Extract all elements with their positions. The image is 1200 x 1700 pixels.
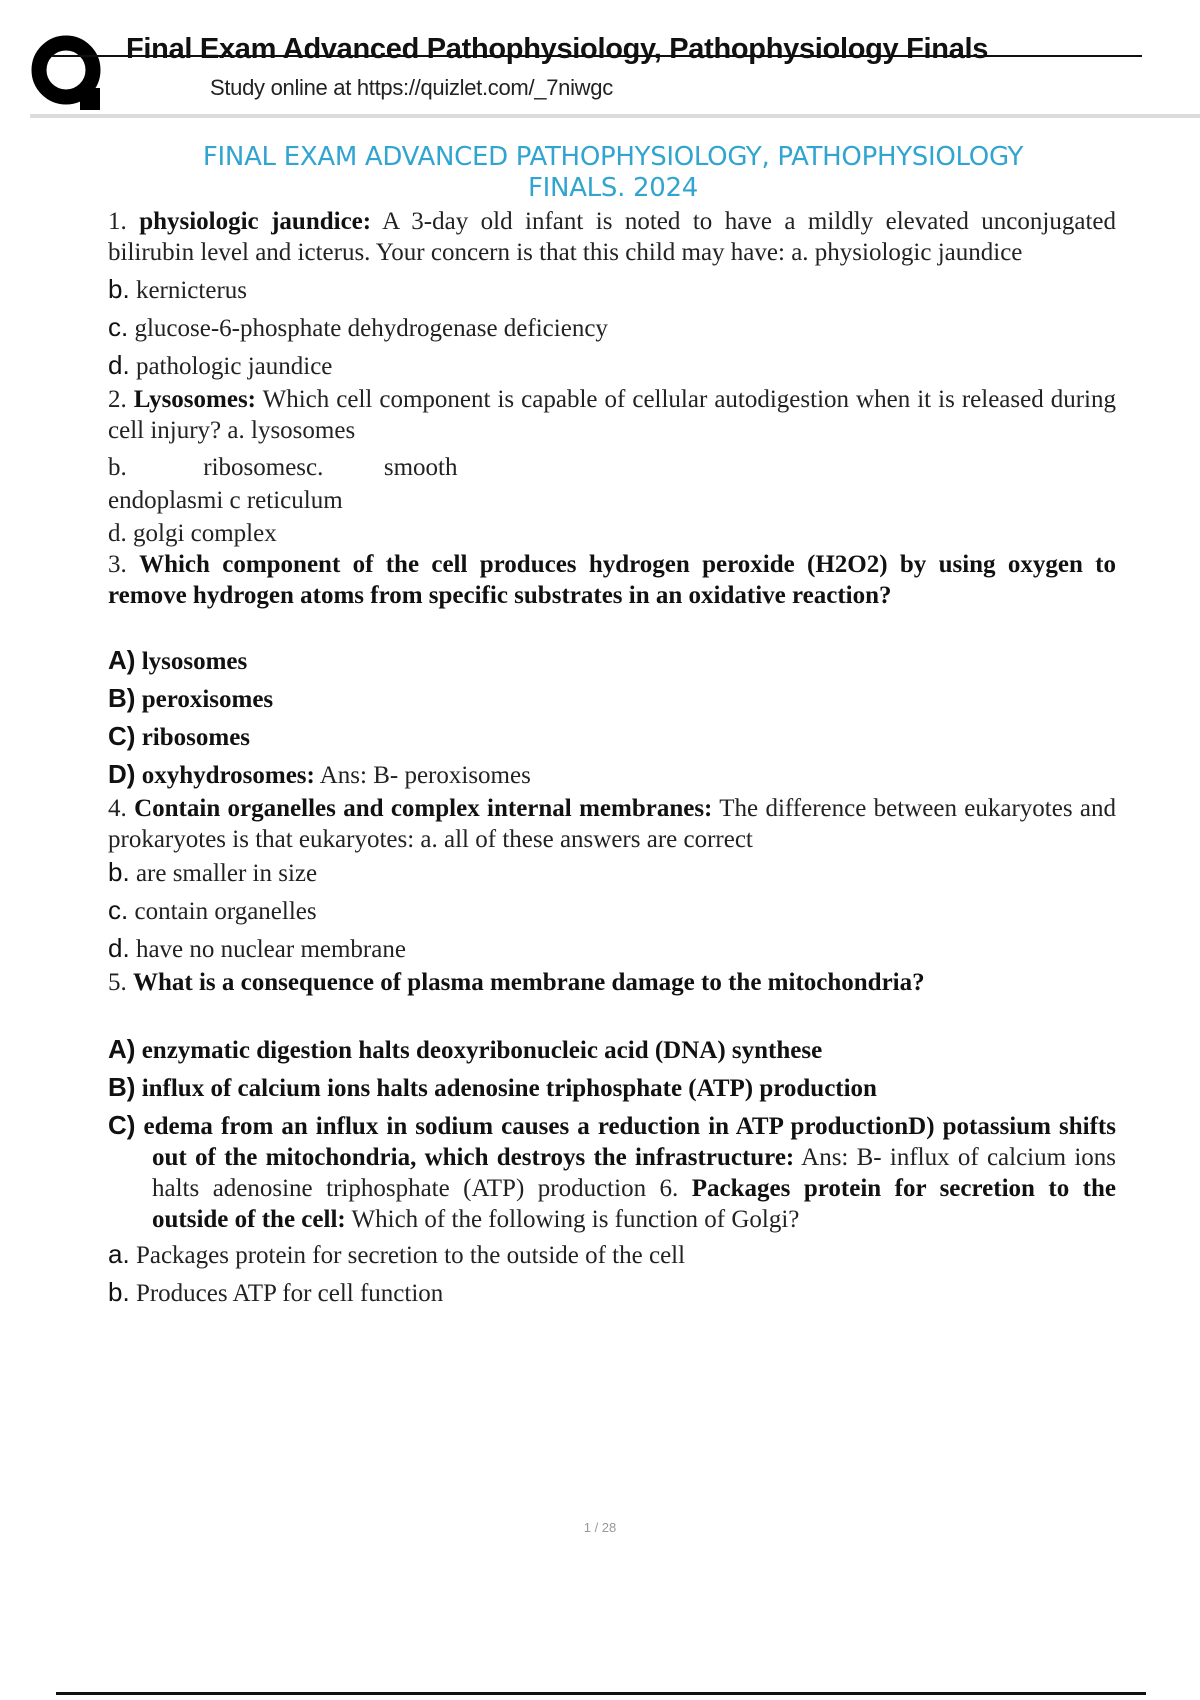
option-letter: c. [108, 312, 129, 342]
answer-text: Ans: B- peroxisomes [319, 762, 531, 789]
option-4d [108, 927, 1116, 965]
question-term: Lysosomes: [133, 386, 257, 413]
document-title [108, 142, 1118, 204]
question-term: physiologic jaundice: [139, 208, 372, 235]
option-text: have no nuclear membrane [135, 936, 406, 963]
question-number: 3. [108, 551, 127, 578]
question-2 [108, 382, 1116, 446]
option-3a [108, 639, 1116, 677]
question-text: Which cell component is capable of cellular autodigestion when it is released during cell injury? a. lysosomes [108, 386, 1116, 444]
option-6b [108, 1271, 1116, 1309]
option-letter: A) [108, 1034, 136, 1064]
option-4b [108, 855, 1116, 889]
option-letter: C) [108, 1110, 136, 1140]
option-text: Produces ATP for cell function [135, 1280, 444, 1307]
question-1 [108, 206, 1116, 268]
question-3 [108, 549, 1116, 611]
option-text: peroxisomes [141, 686, 274, 713]
option-letter: b. [108, 274, 130, 304]
option-letter: b. [108, 1277, 130, 1307]
option-text: Packages protein for secretion to the outside of the cell [135, 1242, 686, 1269]
quizlet-q-logo-icon [28, 32, 108, 112]
question-term: Contain organelles and complex internal membranes: [134, 795, 713, 822]
page-bottom-divider [56, 1692, 1146, 1695]
option-text: kernicterus [135, 277, 247, 304]
option-letter: a. [108, 1239, 130, 1269]
question-5 [108, 965, 1116, 998]
option-6a [108, 1235, 1116, 1271]
question-number: 1. [108, 208, 127, 235]
option-letter: b. [108, 454, 127, 481]
option-text: ribosomes [141, 724, 251, 751]
option-text: are smaller in size [135, 860, 318, 887]
header-study-link[interactable]: Study online at https://quizlet.com/_7niwgc [210, 75, 613, 100]
option-1b [108, 268, 1116, 306]
header-title: Final Exam Advanced Pathophysiology, Pathophysiology Finals [126, 33, 989, 65]
spacer [108, 611, 1116, 639]
option-letter: D) [108, 759, 136, 789]
option-letter: C) [108, 721, 136, 751]
option-5a [108, 1026, 1116, 1066]
header-divider [30, 114, 1200, 118]
option-5b [108, 1066, 1116, 1104]
option-letter: c. [108, 895, 129, 925]
option-2d: d. golgi complex [108, 520, 277, 547]
option-text: glucose-6-phosphate dehydrogenase deficiency [134, 315, 608, 342]
question-number: 2. [108, 386, 127, 413]
document-title-line2: FINALS. 2024 [528, 173, 698, 203]
document-title-line1: FINAL EXAM ADVANCED PATHOPHYSIOLOGY, PATHOPHYSIOLOGY [202, 142, 1024, 172]
option-3c [108, 715, 1116, 753]
option-letter: B) [108, 683, 136, 713]
page-indicator: 1 / 28 [583, 1520, 617, 1535]
option-text: enzymatic digestion halts deoxyribonucleic acid (DNA) synthese [141, 1037, 823, 1064]
option-text: ribosomesc. [203, 454, 324, 481]
option-letter: A) [108, 645, 136, 675]
option-2c-cont: endoplasmi c reticulum [108, 487, 343, 514]
option-3d [108, 753, 1116, 791]
page-header [0, 0, 1200, 120]
option-letter: d. [108, 350, 130, 380]
question-4 [108, 791, 1116, 855]
option-text: oxyhydrosomes: [141, 762, 315, 789]
option-3b [108, 677, 1116, 715]
question-6-text: Which of the following is function of Golgi? [351, 1206, 800, 1233]
option-1c [108, 306, 1116, 344]
option-text: edema from an influx in sodium causes a reduction in ATP productionD) potassium shifts out of the mitochondria, which destroys the infrastructure: [143, 1113, 1116, 1171]
question-text: The difference between eukaryotes and prokaryotes is that eukaryotes: a. all of these answers are correct [108, 795, 1117, 853]
answer-text: Ans: B- influx of calcium ions halts adenosine triphosphate (ATP) production 6. [152, 1144, 1116, 1202]
option-text: contain organelles [134, 898, 317, 925]
document-content [108, 206, 1116, 1309]
question-number: 4. [108, 795, 127, 822]
option-text: smooth [383, 454, 458, 481]
option-4c [108, 889, 1116, 927]
option-5c [108, 1104, 1116, 1235]
question-text: Which component of the cell produces hydrogen peroxide (H2O2) by using oxygen to remove hydrogen atoms from specific substrates in an oxidative reaction? [108, 551, 1116, 609]
option-letter: B) [108, 1072, 136, 1102]
option-letter: b. [108, 857, 130, 887]
question-6-term: Packages protein for secretion to the outside of the cell: [152, 1175, 1117, 1233]
option-letter: d. [108, 933, 130, 963]
question-number: 5. [108, 969, 127, 996]
option-text: influx of calcium ions halts adenosine triphosphate (ATP) production [141, 1075, 877, 1102]
question-text: What is a consequence of plasma membrane damage to the mitochondria? [133, 969, 925, 996]
option-1d [108, 344, 1116, 382]
option-text: pathologic jaundice [135, 353, 333, 380]
spacer [108, 998, 1116, 1026]
option-2b-2c [108, 446, 1116, 483]
question-text: A 3-day old infant is noted to have a mildly elevated unconjugated bilirubin level and icterus. Your concern is that this child may have: a. physiologic jaundice [108, 208, 1116, 266]
option-text: lysosomes [141, 648, 248, 675]
